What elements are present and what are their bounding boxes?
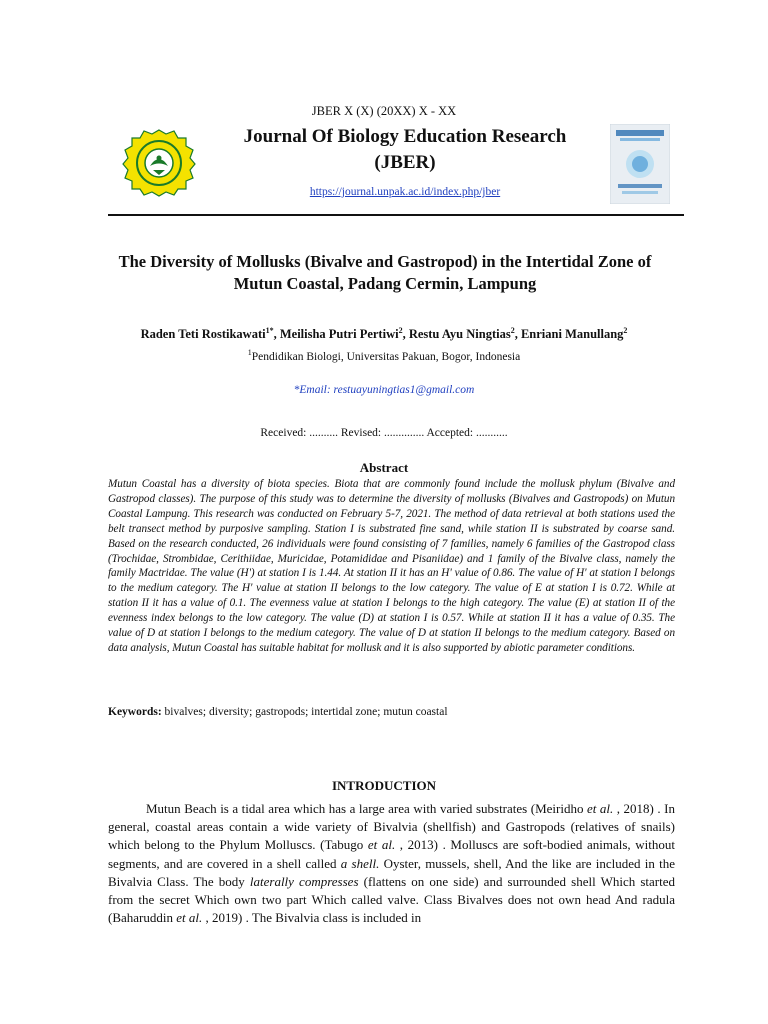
journal-title-line2: (JBER) <box>374 152 436 173</box>
author-name: Meilisha Putri Pertiwi <box>279 327 399 342</box>
intro-text: Mutun Beach is a tidal area which has a large area with varied substrates (Meiridho <box>146 801 587 816</box>
abstract-heading: Abstract <box>359 460 409 475</box>
intro-etal: et al. <box>176 910 203 926</box>
author-list: Raden Teti Rostikawati$^{1*}$, Meilisha Putri Pertiwi$^2$, Restu Ayu Ningtias$^2$, Enriani Manullang$^2$ <box>140 326 628 342</box>
article-title-line2: Mutun Coastal, Padang Cermin, Lampung <box>233 274 537 293</box>
journal-title-line1: Journal Of Biology Education Research <box>243 126 567 147</box>
intro-etal: et al. <box>367 837 396 853</box>
submission-dates: Received: .......... Revised: .............. Accepted: ........... <box>260 427 508 439</box>
intro-text: Oyster, mussels, shell, And the like are included in the Bivalvia Class. The body <box>108 855 675 889</box>
corresponding-email[interactable]: *Email: restuayuningtias1@gmail.com <box>293 384 475 396</box>
intro-text: , 2018) . In general, coastal areas contain a wide variety of Bivalvia (shellfish) and Gastropods (relatives of snails) which belong to the Phylum Molluscs. (Tabugo <box>108 801 675 853</box>
university-logo <box>120 128 198 198</box>
journal-url-link[interactable]: https://journal.unpak.ac.id/index.php/jber <box>309 186 501 198</box>
intro-lateral-term: laterally compresses <box>249 873 359 889</box>
intro-shell-term: a shell. <box>340 855 380 871</box>
author-affiliation-mark: 2 <box>623 326 628 335</box>
article-title-line1: The Diversity of Mollusks (Bivalve and Gastropod) in the Intertidal Zone of <box>118 252 652 271</box>
article-title <box>90 251 680 295</box>
author-name: Enriani Manullang <box>520 327 624 342</box>
journal-cover-thumbnail <box>610 124 670 204</box>
intro-text: (flattens on one side) and surrounded shell Which started from the secret Which own two part Which called valve. Class Bivalves does not own head And radula (Baharuddin <box>108 873 675 926</box>
abstract-text: Mutun Coastal has a diversity of biota species. Biota that are commonly found include the mollusk phylum (Bivalve and Gastropod classes). The purpose of this study was to determine the diversity of mollusks (Bivalves and Gastropods) on Mutun Coastal Lampung. This research was conducted on February 5-7, 2021. The method of data retrieval at both stations used the belt transect method by purposive sampling. Station I is substrated fine sand, while station II is substrated by coarse sand. Based on the research conducted, 26 individuals were found consisting of 7 families, namely 6 families of the Gastropod class (Trochidae, Strombidae, Cerithiidae, Muricidae, Potamididae and Pisaniidae) and 1 family of the Bivalve class, namely the family Mactridae. The value (H') at station I is 1.44. At station II it has an H' value of 0.86. The value of H' at station I belongs to the medium category. The H' value at station II belongs to the low category. The value of E at station I is 0.72. While at station II it has a value of 0.1. The evenness value at station I belongs to the high category. The value (E) at station II of the evenness index belongs to the low category. The value (D) at station I is 0.57. While at station II it has a value of 0.35. The value of D at station I belongs to the medium category. The value of D at station II belongs to the medium category. Based on data analysis, Mutun Coastal has suitable habitat for mollusk and it is also supported by abiotic parameter conditions. <box>108 478 675 654</box>
journal-title <box>200 124 610 176</box>
affiliation-mark: 1 <box>247 348 252 357</box>
keywords-text: bivalves; diversity; gastropods; intertidal zone; mutun coastal <box>164 706 448 718</box>
introduction-heading: INTRODUCTION <box>331 778 436 793</box>
author-affiliation <box>0 348 768 363</box>
author-affiliation-mark: 2 <box>398 326 403 335</box>
header-divider <box>108 214 684 216</box>
keywords-label: Keywords: <box>108 706 162 718</box>
author-affiliation-mark: 1* <box>265 326 274 335</box>
intro-text: , 2013) . Molluscs are soft-bodied animals, without segments, and are covered in a shell called <box>108 837 675 871</box>
journal-header-citation: JBER X (X) (20XX) X - XX <box>311 104 457 118</box>
intro-etal: et al. <box>586 801 614 816</box>
author-affiliation-mark: 2 <box>510 326 515 335</box>
affiliation-text: Pendidikan Biologi, Universitas Pakuan, Bogor, Indonesia <box>251 350 521 363</box>
intro-text: , 2019) . The Bivalvia class is included in <box>202 910 422 926</box>
introduction-paragraph <box>108 800 675 927</box>
author-name: Raden Teti Rostikawati <box>140 327 266 342</box>
author-name: Restu Ayu Ningtias <box>408 327 511 342</box>
keywords-line <box>108 706 675 718</box>
